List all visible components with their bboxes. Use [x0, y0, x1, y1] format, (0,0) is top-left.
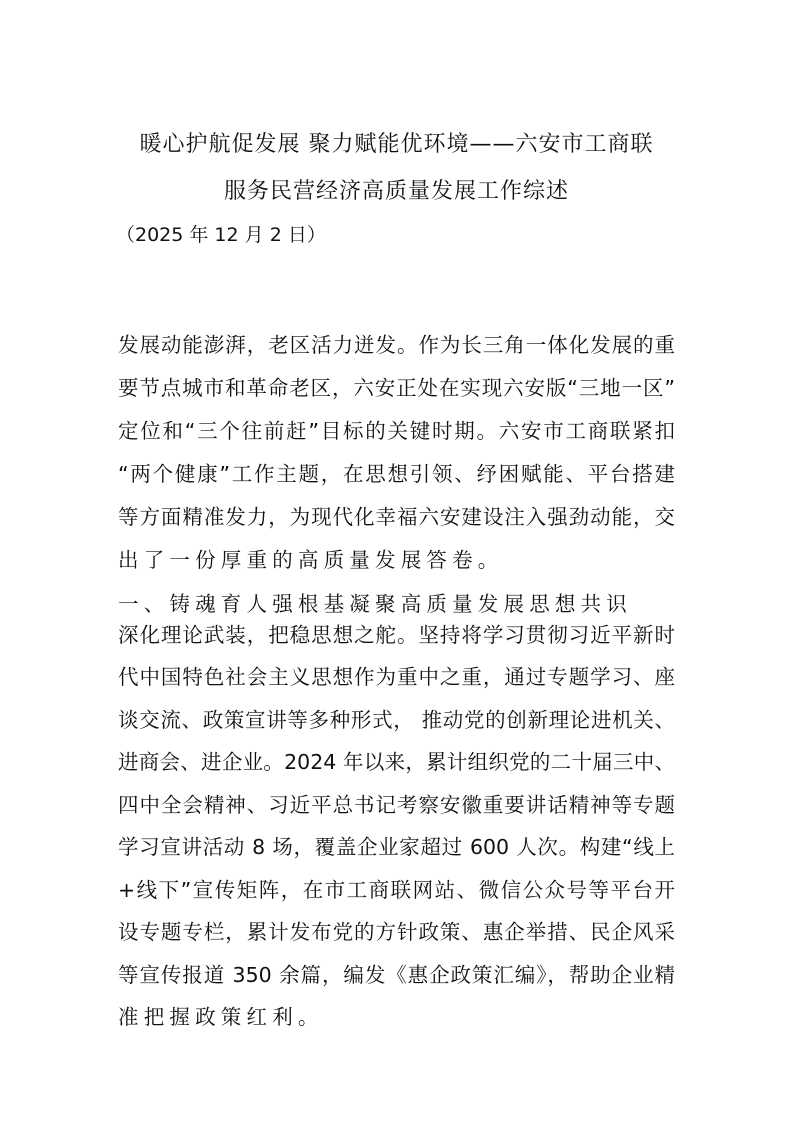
- text-line: 定位和“三个往前赶”目标的关键时期。六安市工商联紧扣: [118, 419, 675, 443]
- text-line: 学习宣讲活动 8 场，覆盖企业家超过 600 人次。构建“线上: [118, 835, 675, 859]
- section-heading: 一、铸魂育人强根基凝聚高质量发展思想共识: [118, 592, 632, 616]
- text-line: 谈交流、政策宣讲等多种形式， 推动党的创新理论进机关、: [118, 708, 675, 732]
- text-line: 发展动能澎湃，老区活力迸发。作为长三角一体化发展的重: [118, 333, 675, 357]
- text-line: 进商会、进企业。2024 年以来，累计组织党的二十届三中、: [118, 750, 675, 774]
- text-line: 代中国特色社会主义思想作为重中之重，通过专题学习、座: [118, 665, 675, 689]
- document-title-line-2: 服务民营经济高质量发展工作综述: [223, 179, 569, 204]
- document-title-line-1: 暖心护航促发展 聚力赋能优环境——六安市工商联: [139, 132, 654, 157]
- text-line: 出了一份厚重的高质量发展答卷。: [118, 548, 504, 572]
- text-line: “两个健康”工作主题，在思想引领、纾困赋能、平台搭建: [118, 462, 675, 486]
- text-line: 要节点城市和革命老区，六安正处在实现六安版“三地一区”: [118, 376, 675, 400]
- text-line: 等宣传报道 350 余篇，编发《惠企政策汇编》，帮助企业精: [118, 963, 675, 987]
- text-line: +线下”宣传矩阵，在市工商联网站、微信公众号等平台开: [118, 878, 675, 902]
- text-line: 等方面精准发力，为现代化幸福六安建设注入强劲动能，交: [118, 505, 675, 529]
- text-line: 四中全会精神、习近平总书记考察安徽重要讲话精神等专题: [118, 793, 675, 817]
- text-line: 设专题专栏，累计发布党的方针政策、惠企举措、民企风采: [118, 920, 675, 944]
- text-line: 准把握政策红利。: [118, 1005, 324, 1029]
- text-line: 深化理论武装，把稳思想之舵。坚持将学习贯彻习近平新时: [118, 623, 675, 647]
- document-date: （2025 年 12 月 2 日）: [116, 224, 326, 246]
